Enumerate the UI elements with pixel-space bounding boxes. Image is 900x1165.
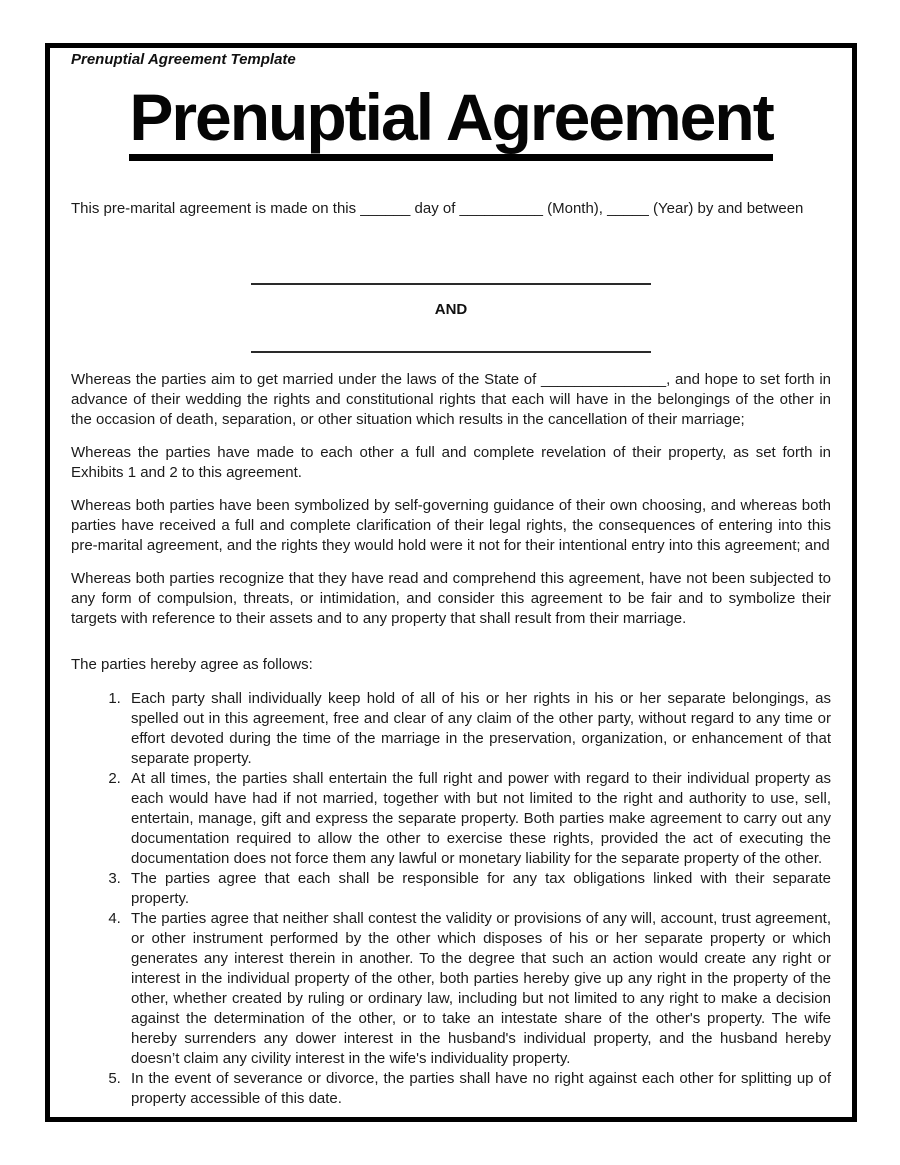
term-item-4: 4. The parties agree that neither shall contest the validity or provisions of any will, account, trust agreement, or other instrument performed by the other which disposes of his or her separate property or which generates any interest therein in another. To the degree that such an action would create any right or interest in the individual property of the other, both parties hereby give up any right in the property of the other, whether created by ruling or ordinary law, including but not limited to any right to make a decision against the determination of the other, or to take an intestate share of the other's property. The wife hereby surrenders any dower interest in the husband's individual property, and the husband hereby doesn’t claim any civility interest in the wife's individuality property. [125,909,831,1069]
term-item-2: 2. At all times, the parties shall entertain the full right and power with regard to their individual property as each would have had if not married, together with but not limited to the right and authority to use, sell, entertain, manage, gift and express the separate property. Both parties make agreement to carry out any documentation required to allow the other to exercise these rights, provided the act of executing the documentation does not force them any lawful or monetary liability for the separate property of the other. [125,769,831,869]
term-item-5: 5. In the event of severance or divorce, the parties shall have no right against each other for splitting up of property accessible of this date. [125,1069,831,1109]
party-name-line-1 [251,283,651,285]
terms-list [71,689,831,1109]
parties-section [71,283,831,353]
and-separator: AND [434,301,468,318]
whereas-paragraph-4: Whereas both parties recognize that they have read and comprehend this agreement, have not been subjected to any form of compulsion, threats, or intimidation, and consider this agreement to be fair and to symbolize their targets with reference to their assets and to any property that shall result from their marriage. [71,570,831,627]
whereas-paragraph-1: Whereas the parties aim to get married under the laws of the State of _______________, and hope to set forth in advance of their wedding the rights and constitutional rights that each will have in the belongings of the other in the occasion of death, separation, or other situation which results in the cancellation of their marriage; [71,371,831,428]
intro-sentence: This pre-marital agreement is made on this ______ day of __________ (Month), _____ (Year) by and between [71,200,804,217]
document-template-label: Prenuptial Agreement Template [71,51,296,68]
document-page-frame [45,43,857,1122]
whereas-paragraph-2: Whereas the parties have made to each other a full and complete revelation of their property, as set forth in Exhibits 1 and 2 to this agreement. [71,444,831,481]
agreement-lead-sentence: The parties hereby agree as follows: [71,656,313,673]
document-title [71,80,831,161]
whereas-paragraph-3: Whereas both parties have been symbolized by self-governing guidance of their own choosing, and whereas both parties have received a full and complete clarification of their legal rights, the consequences of entering into this pre-marital agreement, and the rights they would hold were it not for their intentional entry into this agreement; and [71,497,831,554]
term-item-1: 1. Each party shall individually keep hold of all of his or her rights in his or her separate belongings, as spelled out in this agreement, free and clear of any claim of the other party, without regard to any time or effort devoted during the time of the marriage in the preservation, organization, or enhancement of that separate property. [125,689,831,769]
document-title-text: Prenuptial Agreement [129,84,772,161]
party-name-line-2 [251,351,651,353]
term-item-3: 3. The parties agree that each shall be responsible for any tax obligations linked with their separate property. [125,869,831,909]
